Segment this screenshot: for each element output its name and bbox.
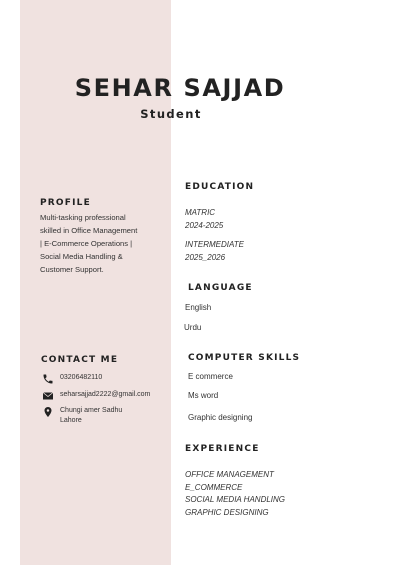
education-item-name: MATRIC — [185, 208, 216, 217]
experience-item: GRAPHIC DESIGNING — [185, 508, 269, 517]
education-item-years: 2025_2026 — [185, 253, 226, 262]
contact-address — [60, 406, 122, 426]
profile-text — [40, 211, 170, 276]
contact-email[interactable]: seharsajjad2222@gmail.com — [60, 391, 151, 398]
profile-line: Social Media Handling & — [40, 252, 123, 261]
contact-phone: 03206482110 — [60, 374, 103, 381]
location-icon — [42, 406, 54, 418]
email-icon — [42, 390, 54, 402]
address-line: Lahore — [60, 417, 82, 424]
profile-title: PROFILE — [40, 198, 91, 208]
contact-title: CONTACT ME — [41, 355, 119, 365]
experience-item: SOCIAL MEDIA HANDLING — [185, 495, 286, 504]
address-line: Chungi amer Sadhu — [60, 407, 123, 414]
experience-item: E_COMMERCE — [185, 483, 243, 492]
profile-line: | E-Commerce Operations | — [40, 239, 133, 248]
experience-title: EXPERIENCE — [185, 444, 260, 454]
contact-email-row — [42, 390, 150, 402]
education-item-name: INTERMEDIATE — [185, 240, 244, 249]
experience-item: OFFICE MANAGEMENT — [185, 470, 274, 479]
education-title: EDUCATION — [185, 182, 255, 192]
computer-skills-title: COMPUTER SKILLS — [188, 353, 301, 363]
profile-line: Multi-tasking professional — [40, 213, 126, 222]
language-title: LANGUAGE — [188, 283, 253, 293]
phone-icon — [42, 373, 54, 385]
language-item: Urdu — [184, 323, 202, 332]
computer-skill-item: Ms word — [188, 391, 219, 400]
resume-role: Student — [140, 107, 202, 121]
contact-phone-row — [42, 373, 102, 385]
computer-skill-item: E commerce — [188, 372, 233, 381]
profile-line: Customer Support. — [40, 265, 104, 274]
language-item: English — [185, 303, 212, 312]
contact-address-row — [42, 406, 122, 426]
resume-name: SEHAR SAJJAD — [74, 74, 286, 102]
profile-line: skilled in Office Management — [40, 226, 138, 235]
education-item-years: 2024-2025 — [185, 221, 224, 230]
computer-skill-item: Graphic designing — [188, 413, 253, 422]
